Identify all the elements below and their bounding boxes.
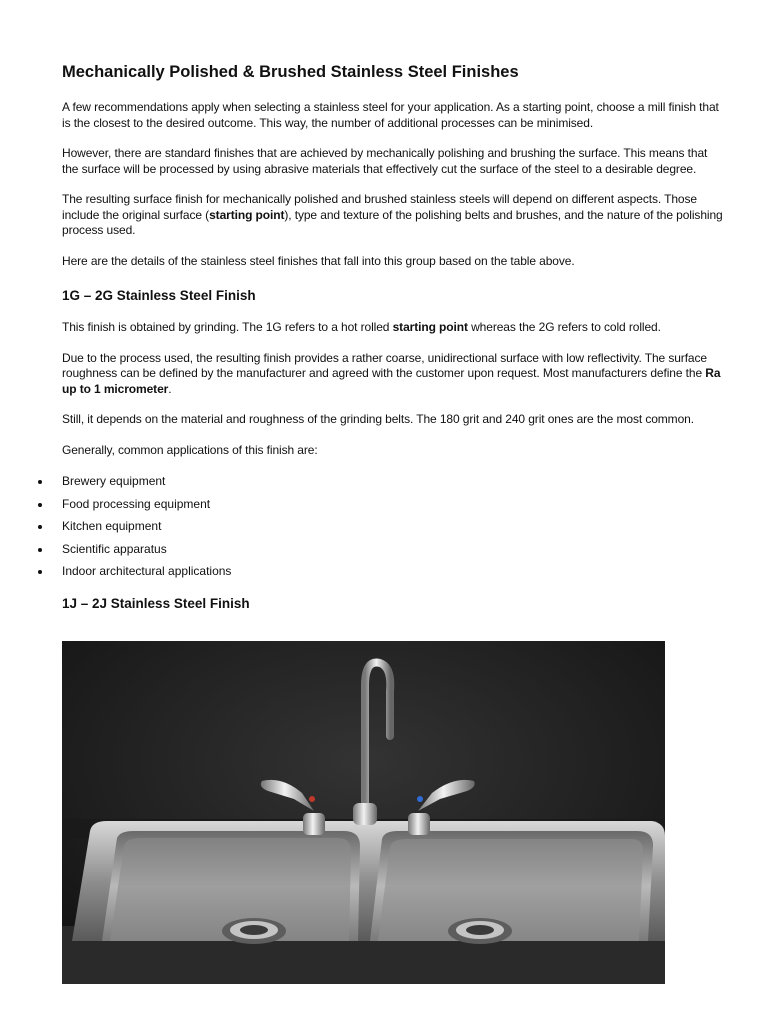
bullet-icon	[38, 548, 42, 552]
section1-p1-text-b: whereas the 2G refers to cold rolled.	[467, 320, 661, 334]
intro-p3-bold: starting point	[209, 207, 285, 222]
list-item-label: Brewery equipment	[62, 474, 166, 488]
section1-p1-text-a: This finish is obtained by grinding. The 1G refers to a hot rolled	[62, 320, 393, 334]
section-heading-1g-2g: 1G – 2G Stainless Steel Finish	[62, 288, 256, 303]
intro-paragraph-4: Here are the details of the stainless steel finishes that fall into this group based on the table above.	[62, 253, 575, 268]
list-item	[62, 474, 726, 489]
document-content	[62, 62, 726, 628]
sink-photo	[62, 641, 665, 984]
section1-p2-text-b: .	[168, 381, 172, 396]
section1-paragraph-3: Still, it depends on the material and roughness of the grinding belts. The 180 grit and 240 grit ones are the most common.	[62, 412, 694, 426]
section1-p1-bold: starting point	[392, 320, 468, 334]
sink-illustration	[62, 641, 665, 984]
list-item-label: Kitchen equipment	[62, 519, 162, 534]
intro-p3-text-b: ), type and texture of the polishing belts and brushes, and the nature of the polishing process used.	[62, 207, 723, 237]
intro-paragraph-3	[62, 192, 726, 239]
list-item-label: Indoor architectural applications	[62, 564, 232, 579]
bullet-icon	[38, 525, 42, 529]
section1-paragraph-2	[62, 351, 726, 398]
section1-p2-text-a: Due to the process used, the resulting finish provides a rather coarse, unidirectional surface with low reflectivity. The surface roughness can be defined by the manufacturer and agreed with the customer upon request. Most manufacturers define the	[62, 350, 707, 380]
intro-p3-text-a: The resulting surface finish for mechanically polished and brushed stainless steels will depend on different aspects. Those include the original surface (	[62, 192, 697, 222]
list-item-label: Food processing equipment	[62, 496, 211, 511]
list-item	[62, 542, 726, 557]
list-item	[62, 497, 726, 512]
bullet-icon	[38, 503, 42, 507]
list-item-label: Scientific apparatus	[62, 541, 167, 556]
list-item	[62, 564, 726, 579]
bullet-icon	[38, 480, 42, 484]
page-title: Mechanically Polished & Brushed Stainless Steel Finishes	[62, 63, 519, 81]
intro-paragraph-1: A few recommendations apply when selecting a stainless steel for your application. As a starting point, choose a mill finish that is the closest to the desired outcome. This way, the number of additional processes can be minimised.	[62, 100, 719, 130]
list-item	[62, 519, 726, 534]
applications-list	[62, 474, 726, 579]
section1-paragraph-4: Generally, common applications of this finish are:	[62, 442, 318, 457]
bullet-icon	[38, 570, 42, 574]
section1-paragraph-1	[62, 320, 726, 336]
intro-paragraph-2: However, there are standard finishes that are achieved by mechanically polishing and brushing the surface. This means that the surface will be processed by using abrasive materials that effectively cut the surface of the steel to a desirable degree.	[62, 146, 708, 176]
section-heading-1j-2j: 1J – 2J Stainless Steel Finish	[62, 596, 250, 612]
section1-p2-bold: Ra up to 1 micrometer	[62, 366, 721, 396]
